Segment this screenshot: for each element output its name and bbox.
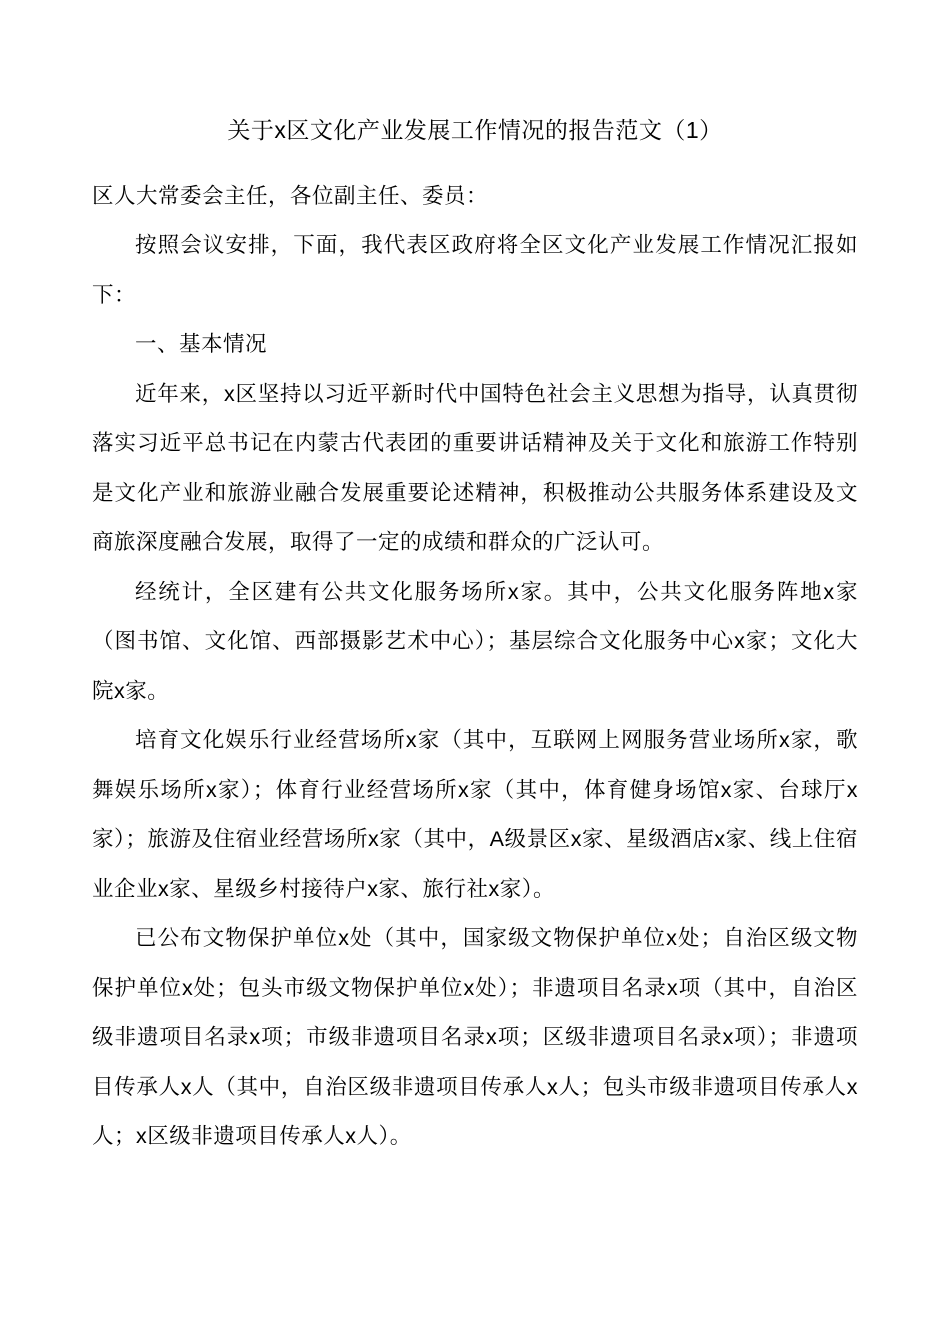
- paragraph: 近年来，x区坚持以习近平新时代中国特色社会主义思想为指导，认真贯彻落实习近平总书记在内蒙古代表团的重要讲话精神及关于文化和旅游工作特别是文化产业和旅游业融合发展重要论述精神，积极推动公共服务体系建设及文商旅深度融合发展，取得了一定的成绩和群众的广泛认可。: [92, 381, 858, 554]
- document-body: [92, 172, 858, 1162]
- paragraph: 培育文化娱乐行业经营场所x家（其中，互联网上网服务营业场所x家，歌舞娱乐场所x家）；体育行业经营场所x家（其中，体育健身场馆x家、台球厅x家）；旅游及住宿业经营场所x家（其中，A级景区x家、星级酒店x家、线上住宿业企业x家、星级乡村接待户x家、旅行社x家）。: [92, 728, 858, 901]
- paragraph: 一、基本情况: [135, 332, 268, 356]
- document-title: 关于x区文化产业发展工作情况的报告范文（1）: [227, 117, 723, 143]
- paragraph: 按照会议安排，下面，我代表区政府将全区文化产业发展工作情况汇报如下：: [92, 233, 858, 307]
- paragraph: 经统计，全区建有公共文化服务场所x家。其中，公共文化服务阵地x家（图书馆、文化馆、西部摄影艺术中心）；基层综合文化服务中心x家；文化大院x家。: [92, 579, 858, 703]
- paragraph: 区人大常委会主任，各位副主任、委员：: [92, 183, 489, 208]
- paragraph: 已公布文物保护单位x处（其中，国家级文物保护单位x处；自治区级文物保护单位x处；包头市级文物保护单位x处）；非遗项目名录x项（其中，自治区级非遗项目名录x项；市级非遗项目名录x项；区级非遗项目名录x项）；非遗项目传承人x人（其中，自治区级非遗项目传承人x人；包头市级非遗项目传承人x人；x区级非遗项目传承人x人）。: [92, 926, 858, 1148]
